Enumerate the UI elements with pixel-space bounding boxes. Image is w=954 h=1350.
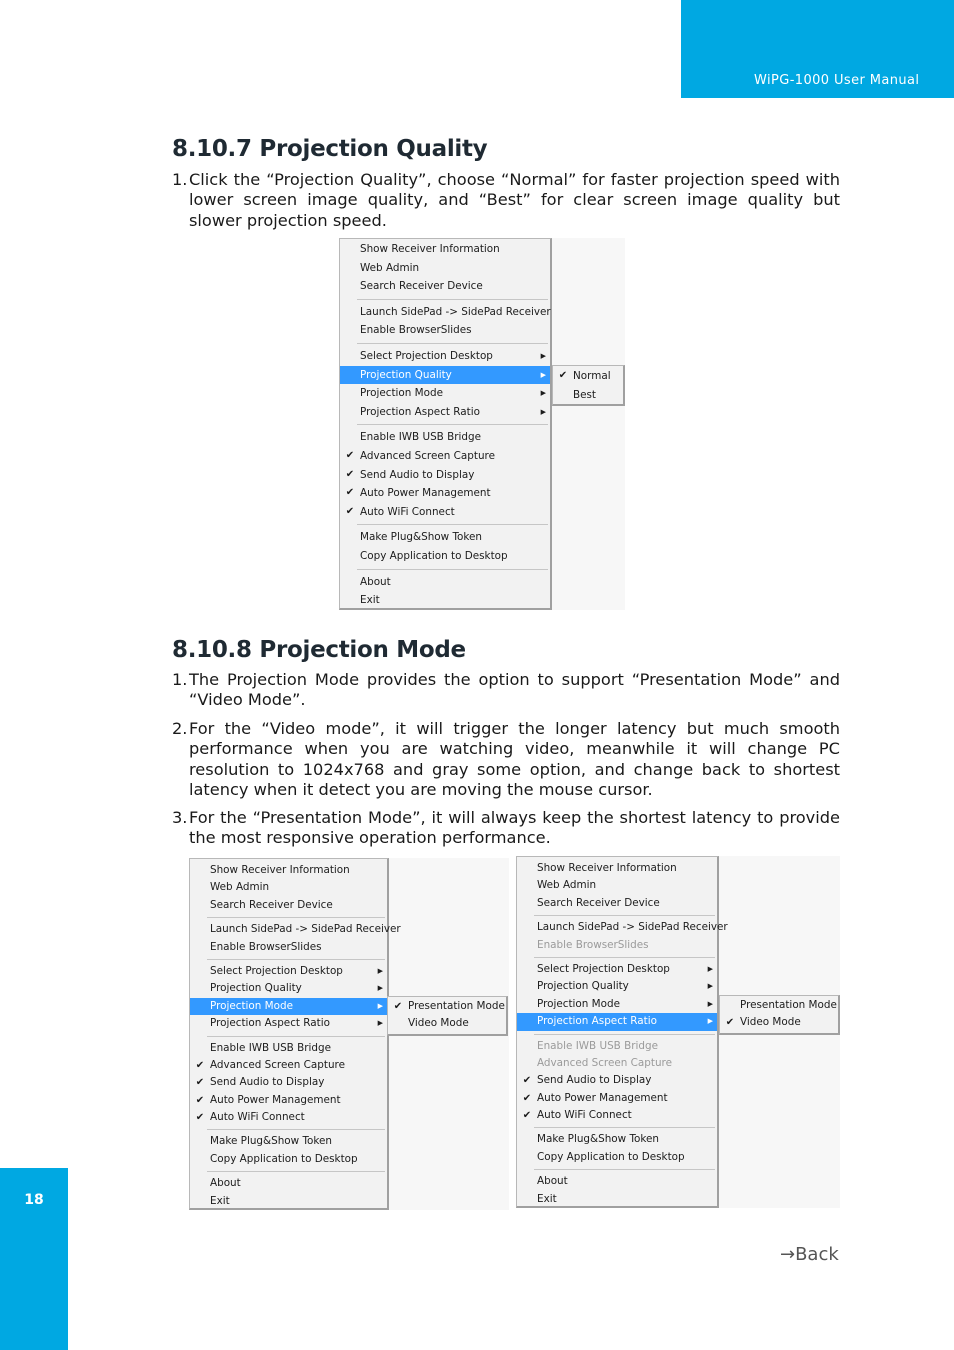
menu-separator [534, 1127, 715, 1128]
menu-item[interactable]: Web Admin [537, 879, 597, 892]
menu-item[interactable]: Search Receiver Device [537, 896, 660, 909]
check-icon: ✔ [558, 370, 568, 381]
menu-item-disabled: Advanced Screen Capture [537, 1056, 672, 1069]
check-icon: ✔ [522, 1092, 532, 1104]
submenu-quality [552, 365, 625, 406]
menu-item-disabled: Enable BrowserSlides [537, 938, 649, 951]
menu-separator [357, 343, 548, 344]
menu-item[interactable]: Show Receiver Information [360, 243, 500, 255]
menu-separator [357, 424, 548, 425]
menu-item[interactable]: ✔ Advanced Screen Capture [340, 447, 550, 466]
submenu-item-presentation-mode[interactable]: Presentation Mode [740, 999, 837, 1011]
check-icon: ✔ [195, 1077, 205, 1089]
menu-item[interactable]: Exit [537, 1192, 557, 1205]
submenu-item-video-mode[interactable]: ✔ Video Mode [720, 1014, 838, 1031]
menu-separator [534, 957, 715, 958]
menu-separator [357, 299, 548, 300]
menu-item[interactable]: ✔ Send Audio to Display [340, 466, 550, 485]
paragraph: 1. The Projection Mode provides the option to support “Presentation Mode” and “Video Mode”. [172, 670, 840, 710]
menu-item[interactable]: ✔ Auto WiFi Connect [517, 1107, 717, 1124]
section-heading-projection-mode: 8.10.8 Projection Mode [172, 637, 466, 663]
screenshot-projection-quality-menu [339, 238, 625, 610]
screenshot-presentation-mode-menu [189, 858, 509, 1210]
menu-item[interactable]: Launch SidePad -> SidePad Receiver [537, 921, 728, 934]
check-icon: ✔ [195, 1059, 205, 1071]
submenu-item-presentation-mode[interactable]: ✔ Presentation Mode [388, 998, 506, 1015]
menu-item[interactable]: Make Plug&Show Token [360, 531, 483, 544]
menu-item[interactable]: Projection Aspect Ratio ▶ [190, 1015, 387, 1032]
menu-item[interactable]: Show Receiver Information [537, 862, 677, 874]
menu-item[interactable]: Enable IWB USB Bridge [360, 431, 481, 444]
context-menu [339, 238, 552, 610]
menu-item[interactable]: Projection Quality ▶ [190, 980, 387, 997]
check-icon: ✔ [393, 1001, 403, 1012]
submenu-arrow-icon: ▶ [707, 964, 713, 973]
paragraph: 2. For the “Video mode”, it will trigger the longer latency but much smooth performance when you are watching video, meanwhile it will change PC resolution to 1024x768 and gray some option, and change back to shortest latency when it detect you are moving the mouse cursor. [172, 719, 840, 799]
submenu-item-video-mode[interactable]: Video Mode [408, 1017, 469, 1030]
menu-item[interactable]: Make Plug&Show Token [537, 1133, 660, 1146]
menu-item[interactable]: Launch SidePad -> SidePad Receiver [360, 305, 551, 318]
menu-item[interactable]: ✔ Auto Power Management [340, 484, 550, 503]
submenu-arrow-icon: ▶ [377, 1019, 383, 1028]
paragraph: 3. For the “Presentation Mode”, it will always keep the shortest latency to provide the most responsive operation performance. [172, 808, 840, 848]
check-icon: ✔ [195, 1094, 205, 1106]
menu-separator [357, 524, 548, 525]
submenu-mode [719, 995, 840, 1035]
section-heading-projection-quality: 8.10.7 Projection Quality [172, 136, 488, 162]
paragraph: 1. Click the “Projection Quality”, choose “Normal” for faster projection speed with lower screen image quality, and “Best” for clear screen image quality but slower projection speed. [172, 170, 840, 230]
page-number: 18 [24, 1192, 44, 1208]
menu-item[interactable]: Exit [360, 594, 380, 607]
menu-separator [207, 1036, 385, 1037]
menu-item[interactable]: ✔ Send Audio to Display [190, 1074, 387, 1091]
menu-item[interactable]: Search Receiver Device [210, 898, 333, 911]
back-link[interactable]: →Back [780, 1244, 839, 1265]
submenu-arrow-icon: ▶ [540, 389, 546, 398]
menu-item[interactable]: Web Admin [360, 261, 420, 274]
menu-separator [207, 1171, 385, 1172]
menu-item[interactable]: Copy Application to Desktop [360, 549, 508, 562]
context-menu [516, 856, 728, 1208]
menu-separator [207, 1129, 385, 1130]
menu-item[interactable]: Enable IWB USB Bridge [210, 1041, 331, 1054]
menu-item[interactable]: Projection Aspect Ratio ▶ [340, 403, 550, 422]
menu-item-projection-quality[interactable]: Projection Quality ▶ [340, 366, 550, 385]
submenu-arrow-icon: ▶ [540, 351, 546, 360]
menu-item[interactable]: Launch SidePad -> SidePad Receiver [210, 923, 401, 936]
menu-item[interactable]: Copy Application to Desktop [210, 1152, 358, 1165]
menu-item[interactable]: ✔ Auto WiFi Connect [190, 1109, 387, 1126]
menu-item-projection-aspect-ratio[interactable]: Projection Aspect Ratio ▶ [517, 1013, 717, 1030]
menu-item[interactable]: Projection Mode ▶ [340, 384, 550, 403]
menu-item[interactable]: Make Plug&Show Token [210, 1135, 333, 1148]
context-menu [189, 858, 401, 1210]
menu-item[interactable]: Projection Quality ▶ [517, 978, 717, 995]
menu-item[interactable]: ✔ Send Audio to Display [517, 1072, 717, 1089]
submenu-item-best[interactable]: Best [573, 388, 597, 401]
menu-separator [357, 569, 548, 570]
menu-separator [534, 1034, 715, 1035]
menu-item[interactable]: Projection Mode ▶ [517, 996, 717, 1013]
check-icon: ✔ [522, 1075, 532, 1087]
menu-item[interactable]: About [537, 1175, 568, 1188]
menu-item[interactable]: Copy Application to Desktop [537, 1150, 685, 1163]
submenu-arrow-icon: ▶ [540, 407, 546, 416]
menu-separator [207, 959, 385, 960]
submenu-arrow-icon: ▶ [377, 1001, 383, 1010]
menu-item[interactable]: ✔ Advanced Screen Capture [190, 1057, 387, 1074]
manual-title: WiPG-1000 User Manual [754, 73, 920, 88]
menu-item[interactable]: Enable BrowserSlides [360, 324, 472, 337]
check-icon: ✔ [345, 449, 355, 461]
submenu-mode [387, 996, 508, 1036]
menu-item[interactable]: Select Projection Desktop ▶ [517, 961, 717, 978]
menu-item-projection-mode[interactable]: Projection Mode ▶ [190, 998, 387, 1015]
menu-item[interactable]: About [360, 575, 391, 588]
menu-item[interactable]: ✔ Auto Power Management [190, 1092, 387, 1109]
check-icon: ✔ [345, 468, 355, 480]
menu-item[interactable]: ✔ Auto Power Management [517, 1090, 717, 1107]
check-icon: ✔ [345, 487, 355, 499]
check-icon: ✔ [522, 1110, 532, 1122]
check-icon: ✔ [725, 1017, 735, 1029]
menu-item[interactable]: Web Admin [210, 881, 270, 894]
menu-item[interactable]: Show Receiver Information [210, 864, 350, 876]
submenu-arrow-icon: ▶ [540, 370, 546, 379]
screenshot-video-mode-menu [516, 856, 840, 1208]
menu-item[interactable]: Select Projection Desktop ▶ [340, 347, 550, 366]
menu-item[interactable]: ✔ Auto WiFi Connect [340, 503, 550, 522]
submenu-arrow-icon: ▶ [377, 984, 383, 993]
menu-item[interactable]: About [210, 1177, 241, 1190]
submenu-item-normal[interactable]: ✔ Normal [553, 367, 623, 386]
submenu-arrow-icon: ▶ [707, 1017, 713, 1026]
menu-item[interactable]: Select Projection Desktop ▶ [190, 963, 387, 980]
submenu-arrow-icon: ▶ [707, 982, 713, 991]
check-icon: ✔ [345, 505, 355, 517]
menu-item[interactable]: Enable BrowserSlides [210, 940, 322, 953]
menu-separator [534, 1169, 715, 1170]
menu-item-disabled: Enable IWB USB Bridge [537, 1039, 658, 1052]
menu-item[interactable]: Exit [210, 1194, 230, 1207]
menu-item[interactable]: Search Receiver Device [360, 280, 483, 293]
check-icon: ✔ [195, 1112, 205, 1124]
submenu-arrow-icon: ▶ [377, 966, 383, 975]
menu-separator [207, 917, 385, 918]
menu-separator [534, 915, 715, 916]
submenu-arrow-icon: ▶ [707, 999, 713, 1008]
